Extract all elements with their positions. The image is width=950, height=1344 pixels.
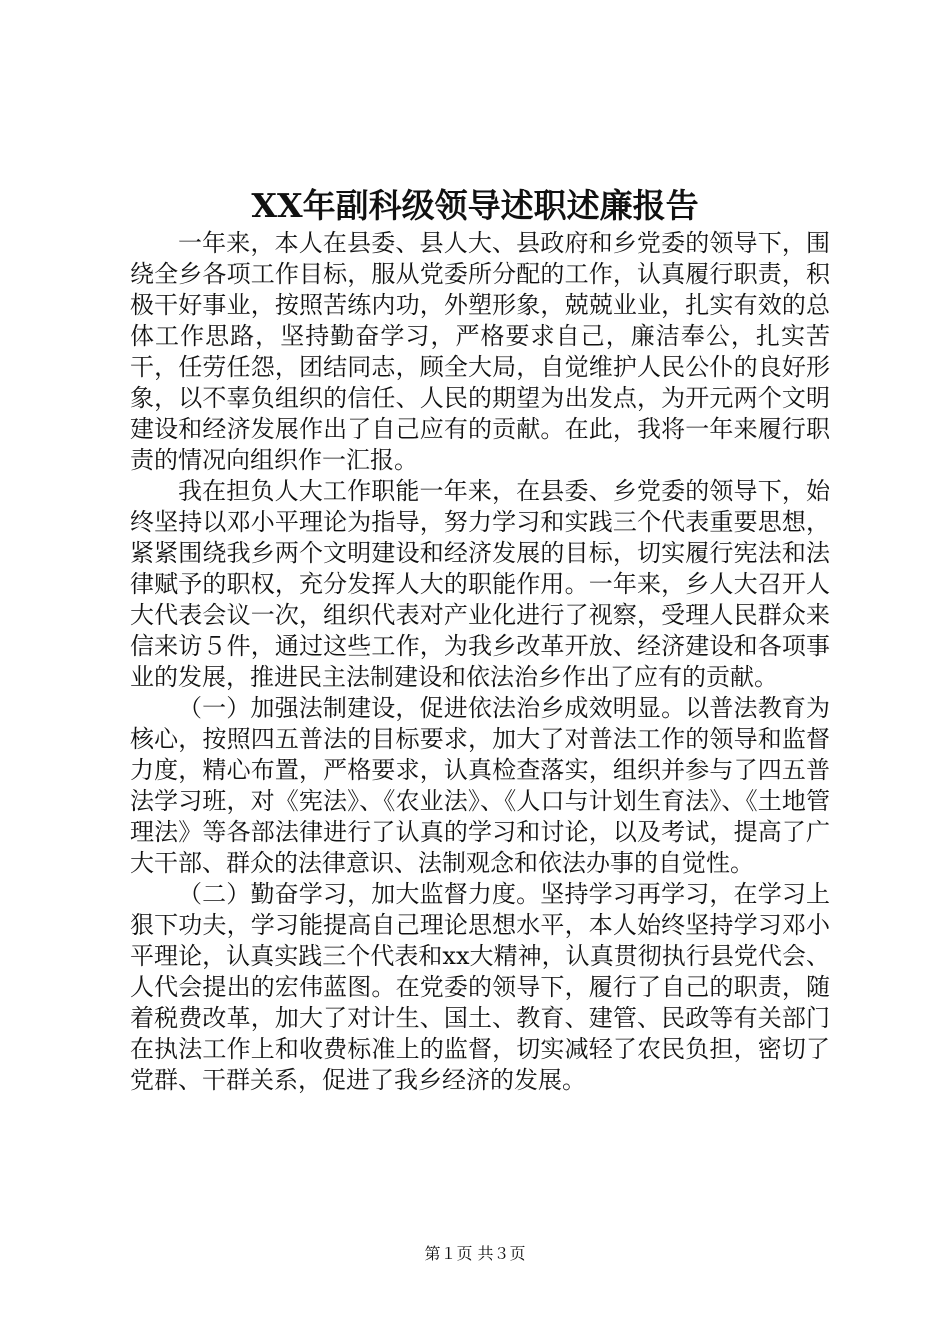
paragraph-section-1: （一）加强法制建设，促进依法治乡成效明显。以普法教育为核心，按照四五普法的目标要求，加大了对普法工作的领导和监督力度，精心布置，严格要求，认真检查落实，组织并参与了四五普法学习班，对《宪法》、《农业法》、《人口与计划生育法》、《土地管理法》等各部法律进行了认真的学习和讨论，以及考试，提高了广大干部、群众的法律意识、法制观念和依法办事的自觉性。 bbox=[130, 694, 830, 877]
document-title: XX年副科级领导述职述廉报告 bbox=[251, 186, 699, 225]
document-body bbox=[130, 228, 830, 1096]
paragraph-section-2: （二）勤奋学习，加大监督力度。坚持学习再学习，在学习上狠下功夫，学习能提高自己理论思想水平，本人始终坚持学习邓小平理论，认真实践三个代表和xx大精神，认真贯彻执行县党代会、人代会提出的宏伟蓝图。在党委的领导下，履行了自己的职责，随着税费改革，加大了对计生、国土、教育、建管、民政等有关部门在执法工作上和收费标准上的监督，切实减轻了农民负担，密切了党群、干群关系，促进了我乡经济的发展。 bbox=[130, 880, 830, 1094]
paragraph-npc-work: 我在担负人大工作职能一年来，在县委、乡党委的领导下，始终坚持以邓小平理论为指导，努力学习和实践三个代表重要思想，紧紧围绕我乡两个文明建设和经济发展的目标，切实履行宪法和法律赋予的职权，充分发挥人大的职能作用。一年来，乡人大召开人大代表会议一次，组织代表对产业化进行了视察，受理人民群众来信来访５件，通过这些工作，为我乡改革开放、经济建设和各项事业的发展，推进民主法制建设和依法治乡作出了应有的贡献。 bbox=[130, 477, 830, 691]
page-footer: 第１页 共３页 bbox=[424, 1244, 526, 1263]
paragraph-intro: 一年来，本人在县委、县人大、县政府和乡党委的领导下，围绕全乡各项工作目标，服从党委所分配的工作，认真履行职责，积极干好事业，按照苦练内功，外塑形象，兢兢业业，扎实有效的总体工作思路，坚持勤奋学习，严格要求自己，廉洁奉公，扎实苦干，任劳任怨，团结同志，顾全大局，自觉维护人民公仆的良好形象，以不辜负组织的信任、人民的期望为出发点，为开元两个文明建设和经济发展作出了自己应有的贡献。在此，我将一年来履行职责的情况向组织作一汇报。 bbox=[130, 229, 830, 474]
